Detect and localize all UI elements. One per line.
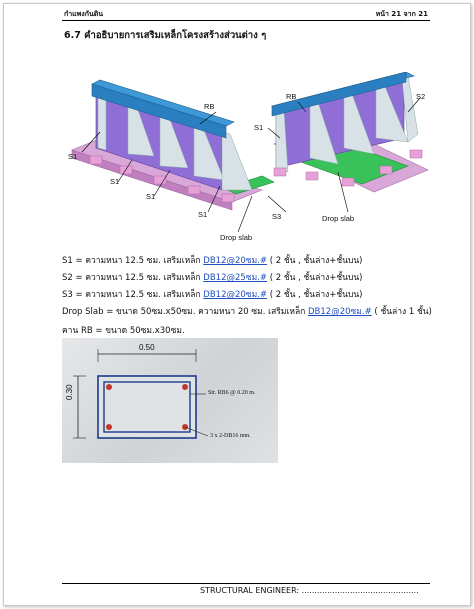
spec-s3-link[interactable]: DB12@20ซม.# (203, 290, 268, 300)
label-rb-right: RB (286, 92, 297, 101)
header-divider (62, 20, 430, 21)
structure-figure (62, 72, 432, 252)
beam-section-drawing (62, 338, 278, 463)
label-s3: S3 (272, 212, 282, 221)
spec-s1: S1 = ความหนา 12.5 ซม. เสริมเหล็ก DB12@20ซม.# ( 2 ชั้น , ชั้นล่าง+ชั้นบน) (62, 256, 363, 266)
label-s1-b: S1 (110, 177, 120, 186)
structure-illustration (62, 72, 432, 252)
header-page-number: หน้า 21 จาก 21 (375, 10, 428, 18)
label-drop-slab-left: Drop slab (220, 233, 253, 242)
spec-s2-link[interactable]: DB12@25ซม.# (203, 273, 268, 283)
spec-s1-link[interactable]: DB12@20ซม.# (203, 256, 268, 266)
section-title: 6.7 คำอธิบายการเสริมเหล็กโครงสร้างส่วนต่าง ๆ (64, 30, 267, 41)
stirrup-note: Str. RB6 @ 0.20 m. (208, 390, 256, 396)
right-wall-structure (272, 72, 428, 192)
bar-note: 3 x 2-DB16 mm. (210, 433, 251, 439)
label-s2: S2 (416, 92, 426, 101)
label-rb-left: RB (204, 102, 215, 111)
width-dimension: 0.50 (139, 343, 155, 352)
label-s1-right: S1 (254, 123, 264, 132)
spec-s2: S2 = ความหนา 12.5 ซม. เสริมเหล็ก DB12@25ซม.# ( 2 ชั้น , ชั้นล่าง+ชั้นบน) (62, 273, 363, 283)
footer-divider (62, 583, 430, 584)
beam-spec: คาน RB = ขนาด 50ซม.x30ซม. (62, 326, 185, 336)
beam-section-photo (62, 338, 278, 463)
label-drop-slab-right: Drop slab (322, 214, 355, 223)
left-wall-structure (72, 80, 274, 210)
height-dimension: 0.30 (65, 384, 74, 400)
spec-s3: S3 = ความหนา 12.5 ซม. เสริมเหล็ก DB12@20ซม.# ( 2 ชั้น , ชั้นล่าง+ชั้นบน) (62, 290, 363, 300)
spec-drop-slab-link[interactable]: DB12@20ซม.# (308, 307, 372, 317)
label-s1-a: S1 (68, 152, 78, 161)
label-s1-c: S1 (146, 192, 156, 201)
spec-drop-slab: Drop Slab = ขนาด 50ซม.x50ซม. ความหนา 20 ซม. เสริมเหล็ก DB12@20ซม.# ( ชั้นล่าง 1 ชั้น) (62, 307, 432, 317)
header-left: กำแพงกันดิน (64, 10, 104, 18)
footer-signature-line: STRUCTURAL ENGINEER: .............................................. (200, 586, 419, 595)
label-s1-d: S1 (198, 210, 208, 219)
